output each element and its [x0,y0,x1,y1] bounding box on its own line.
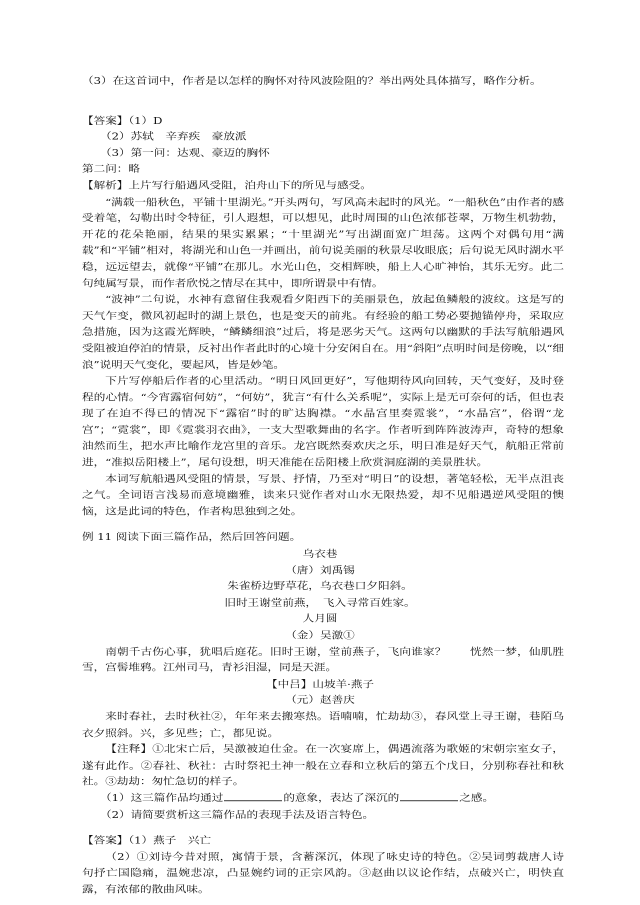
poem-author: （金）吴激① [285,629,355,641]
answer-line: 【答案】（1）D [82,114,163,126]
poem-text: 来时春社，去时秋社②，年年来去搬寒热。语喃喃，忙劫劫③，春风堂上寻王谢，巷陌乌衣夕照斜。兴，多见些；亡，都见说。 [82,710,564,739]
analysis-paragraph: 本词写航船遇风受阻的情景，写景、抒情，乃至对“明日”的设想，著笔轻松，无半点沮丧之气。全词语言浅易而意境幽雅，读来只觉作者对山水无限热爱，却不见船遇逆风受阻的懊恼，这是此词的特色，作者构思独到之处。 [82,472,564,517]
answer-line: （3）第一问：达观、豪迈的胸怀 [100,146,270,159]
answer-line: 【答案】（1）燕子 兴亡 [82,834,212,847]
example-heading: 例 11 阅读下面三篇作品，然后回答问题。 [82,531,302,544]
analysis-paragraph: “满载一船秋色，平铺十里湖光。”开头两句，写风高未起时的风光。“一船秋色”由作者的感受着笔，勾勒出时令特征，引人遐想，可以想见，此时周围的山色浓郁苍翠，万物生机勃勃，开花的花朵艳丽，结果的果实累累；“十里湖光”写出湖面宽广坦荡。这两个对偶句用“满载”和“平铺”相对，将湖光和山色一并画出，前句说美丽的秋景尽收眼底；后句说无风时湖水平稳，远远望去，就像“平铺”在那儿。水光山色，交相辉映，船上人心旷神怡，其乐无穷。此二句纯属写景，而作者欣悦之情尽在其中，即所谓景中有情。 [82,195,564,289]
answer-line: 第二问：略 [82,163,140,175]
poem-author: （元）赵善庆 [285,694,355,706]
q1-text: 的意象，表达了深沉的 [283,791,400,804]
analysis-intro: 【解析】上片写行船遇风受阻，泊舟山下的所见与感受。 [82,179,372,192]
poem-author: （唐）刘禹锡 [285,564,355,576]
answer-blank[interactable] [400,790,458,801]
q1-text: 之感。 [459,791,495,804]
question-3-prompt: （3）在这首词中，作者是以怎样的胸怀对待风波险阻的？举出两处具体描写，略作分析。 [82,74,542,87]
answer-blank[interactable] [224,790,282,801]
poem-line: 朱雀桥边野草花，乌衣巷口夕阳斜。 [227,580,413,592]
question-2: （2）请简要赏析这三篇作品的表现手法及语言特色。 [100,808,375,820]
answer-line: （2）苏轼 辛弃疾 豪放派 [100,130,247,143]
poem-title: 乌衣巷 [302,547,338,560]
analysis-paragraph: 下片写停船后作者的心里活动。“明日风回更好”，写他期待风向回转，天气变好，及时登程的心情。“今宵露宿何妨”，“何妨”，犹言“有什么关系呢”，实际上是无可奈何的话，但也表现了在迫不得已的情况下“露宿”时的旷达胸襟。“水晶宫里奏霓裳”，“水晶宫”，俗谓“龙宫”；“霓裳”，即《霓裳羽衣曲》，一支大型歌舞曲的名字。作者听到阵阵波涛声，奇特的想象油然而生，把水声比喻作龙宫里的音乐。龙宫既然奏欢庆之乐，明日准是好天气，航船正常前进，“准拟岳阳楼上”，尾句设想，明天准能在岳阳楼上欣赏洞庭湖的美景胜状。 [82,374,564,468]
annotation-note: 【注释】①北宋亡后，吴激被迫仕金。在一次宴席上，偶遇流落为歌姬的宋朝宗室女子，遂有此作。②春社、秋社：古时祭祀土神一般在立春和立秋后的第五个戊日，分别称春社和秋社。③劫劫：匆忙急切的样子。 [82,743,564,788]
poem-title: 【中吕】山坡羊·燕子 [265,677,375,690]
question-1 [100,790,494,806]
poem-text: 南朝千古伤心事，犹唱后庭花。旧时王谢，堂前燕子，飞向谁家？ 恍然一梦，仙肌胜雪，宫髻堆鸦。江州司马，青衫泪湿，同是天涯。 [82,645,564,674]
poem-line: 旧时王谢堂前燕， 飞入寻常百姓家。 [224,596,416,609]
poem-title: 人月圆 [302,612,338,625]
q1-text: （1）这三篇作品均通过 [100,791,224,804]
analysis-paragraph: “波神”二句说，水神有意留住我观看夕阳西下的美丽景色，放起鱼鳞般的波纹。这是写的天气乍变，微风初起时的湖上景色，也是变天的前兆。有经验的船工势必要抛锚停舟，采取应急措施，因为这霞光辉映，“鳞鳞细浪”过后，将是恶劣天气。这两句以幽默的手法写航船遇风受阻被迫停泊的情景，反衬出作者此时的心境十分安闲自在。用“斜阳”点明时间是傍晚，以“细浪”说明天气变化，要起风，皆是妙笔。 [82,293,564,371]
answer-paragraph: （2）①刘诗今昔对照，寓情于景，含蓄深沉，体现了咏史诗的特色。②吴词剪裁唐人诗句抒亡国隐痛，温婉悲凉，凸显婉约词的正宗风韵。③赵曲以议论作结，点破兴亡，明快直露，有浓郁的散曲风味。 [82,850,564,896]
